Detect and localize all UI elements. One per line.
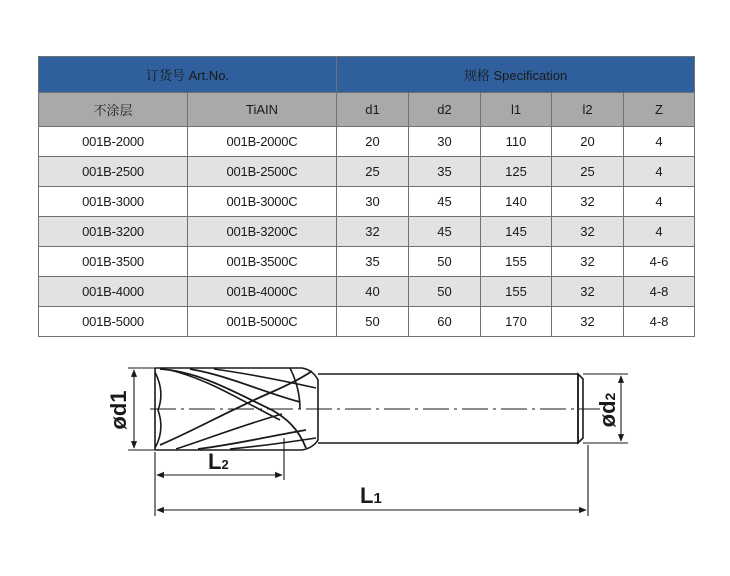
cell-l1: 170 <box>481 307 552 337</box>
column-header-d1: d1 <box>337 93 409 127</box>
d1-label-main: ød <box>106 402 131 430</box>
cell-uncoated: 001B-4000 <box>39 277 188 307</box>
specification-group-header: 规格 Specification <box>337 57 695 93</box>
cell-d2: 45 <box>409 187 481 217</box>
column-header-z: Z <box>624 93 695 127</box>
cell-l2: 32 <box>552 187 624 217</box>
cell-tialn: 001B-2000C <box>188 127 337 157</box>
column-header-tialn: TiAIN <box>188 93 337 127</box>
cell-d2: 35 <box>409 157 481 187</box>
l2-label <box>208 449 229 474</box>
cell-d2: 60 <box>409 307 481 337</box>
cell-l1: 110 <box>481 127 552 157</box>
cell-z: 4-8 <box>624 307 695 337</box>
d2-label-main: ød <box>595 400 620 428</box>
cell-l2: 32 <box>552 217 624 247</box>
cell-l2: 32 <box>552 307 624 337</box>
cell-tialn: 001B-2500C <box>188 157 337 187</box>
cell-d2: 45 <box>409 217 481 247</box>
cell-d1: 50 <box>337 307 409 337</box>
cell-z: 4 <box>624 127 695 157</box>
cell-d1: 40 <box>337 277 409 307</box>
cell-d1: 25 <box>337 157 409 187</box>
art-no-group-header: 订货号 Art.No. <box>39 57 337 93</box>
cell-d1: 32 <box>337 217 409 247</box>
cell-l1: 155 <box>481 247 552 277</box>
cell-uncoated: 001B-2000 <box>39 127 188 157</box>
cell-uncoated: 001B-3200 <box>39 217 188 247</box>
cell-l1: 155 <box>481 277 552 307</box>
d2-label-sub: 2 <box>602 392 618 401</box>
cell-d1: 20 <box>337 127 409 157</box>
cell-d2: 30 <box>409 127 481 157</box>
cell-l2: 32 <box>552 277 624 307</box>
cell-d1: 35 <box>337 247 409 277</box>
l1-label-main: L <box>360 483 374 508</box>
cell-l2: 25 <box>552 157 624 187</box>
cell-l2: 32 <box>552 247 624 277</box>
cell-uncoated: 001B-5000 <box>39 307 188 337</box>
l2-label-sub: 2 <box>221 457 229 472</box>
cell-tialn: 001B-3500C <box>188 247 337 277</box>
cell-z: 4 <box>624 217 695 247</box>
cell-uncoated: 001B-3000 <box>39 187 188 217</box>
d2-label <box>595 392 620 427</box>
cell-tialn: 001B-4000C <box>188 277 337 307</box>
column-header-l2: l2 <box>552 93 624 127</box>
cell-uncoated: 001B-2500 <box>39 157 188 187</box>
cell-tialn: 001B-3000C <box>188 187 337 217</box>
cell-l1: 140 <box>481 187 552 217</box>
cell-d2: 50 <box>409 277 481 307</box>
cell-l1: 145 <box>481 217 552 247</box>
cell-z: 4-6 <box>624 247 695 277</box>
column-header-l1: l1 <box>481 93 552 127</box>
cell-l2: 20 <box>552 127 624 157</box>
cell-d2: 50 <box>409 247 481 277</box>
cell-uncoated: 001B-3500 <box>39 247 188 277</box>
cell-d1: 30 <box>337 187 409 217</box>
l2-label-main: L <box>208 449 222 474</box>
cell-z: 4 <box>624 187 695 217</box>
cell-tialn: 001B-5000C <box>188 307 337 337</box>
cell-z: 4-8 <box>624 277 695 307</box>
l1-label <box>360 483 382 508</box>
d1-label-sub: 1 <box>106 390 131 403</box>
cell-tialn: 001B-3200C <box>188 217 337 247</box>
column-header-uncoated: 不涂层 <box>39 93 188 127</box>
l1-label-sub: 1 <box>373 490 382 507</box>
d1-label <box>106 390 131 429</box>
cell-l1: 125 <box>481 157 552 187</box>
cell-z: 4 <box>624 157 695 187</box>
column-header-d2: d2 <box>409 93 481 127</box>
